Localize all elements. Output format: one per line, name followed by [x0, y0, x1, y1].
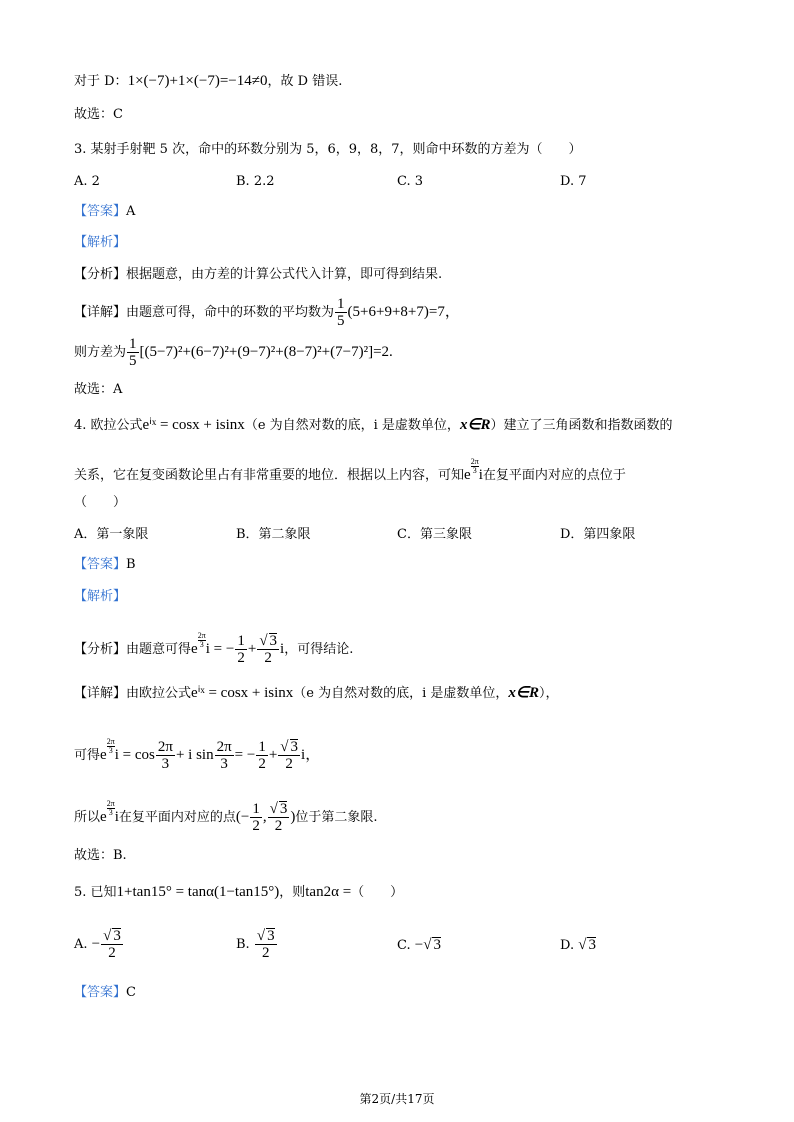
q4-stem-line3: （ ）	[74, 495, 127, 510]
q3-variance	[74, 336, 393, 369]
mean-formula: (5+6+9+8+7)=7，	[347, 304, 460, 320]
x-in-r: x∈R	[459, 417, 491, 433]
text: （ ）	[351, 885, 404, 900]
q5-answer	[74, 984, 136, 1002]
q4-xiangjie	[74, 684, 559, 703]
text: 由题意可得	[126, 642, 192, 657]
text: 在复平面内对应的点	[118, 810, 236, 825]
q5-option-d: D. √ 3	[560, 937, 596, 953]
text: 由欧拉公式	[126, 686, 192, 701]
exp-term: e $\frac{2\pi}{3}$ i = cos	[100, 737, 155, 763]
text: ，则	[279, 885, 306, 900]
q4-suoyi: 所以e $\frac{2\pi}{3}$ i在复平面内对应的点(− $\frac{1}{2}$ , $\frac{√ 3}{2}$ )位于第二象限.	[74, 799, 378, 834]
q5-option-c: C. −√ 3	[397, 937, 441, 953]
q4-stem-line2	[74, 458, 626, 485]
text: 可得	[74, 748, 101, 763]
q4-option-a: A．第一象限	[74, 527, 149, 542]
text: 4. 欧拉公式	[74, 418, 143, 433]
xiangjie-tag: 【详解】	[74, 686, 127, 701]
fraction-2pi-3: $\frac{2\pi}{3}$	[157, 739, 173, 772]
formula: 1×(−7)+1×(−7)=−14≠0	[127, 73, 268, 89]
q5-option-b	[236, 928, 278, 961]
answer-value: C	[126, 985, 136, 1000]
text: （e 为自然对数的底，i 是虚数单位，	[244, 418, 460, 433]
exp-term: e $\frac{2\pi}{3}$ i = −	[191, 631, 235, 657]
fenxi-tag: 【分析】	[74, 642, 127, 657]
text: 关系，它在复变函数论里占有非常重要的地位．根据以上内容，可知	[74, 468, 465, 483]
fraction-one-fifth: $\frac{1}{5}$	[337, 296, 345, 329]
q3-option-b: B. 2.2	[236, 174, 275, 189]
variance-text: 则方差为	[74, 345, 127, 360]
q3-analysis-tag	[74, 234, 126, 252]
q3-fenxi	[74, 266, 442, 284]
option-label: D.	[560, 938, 575, 953]
q4-analysis-tag	[74, 588, 126, 606]
exp-term: e $\frac{2\pi}{3}$ i	[100, 799, 119, 825]
text: 所以	[74, 810, 101, 825]
variance-formula: [(5−7)²+(6−7)²+(9−7)²+(8−7)²+(7−7)²]=2.	[139, 344, 393, 360]
answer-value: A	[126, 204, 136, 219]
q4-conclusion: 故选：B.	[74, 848, 127, 863]
fraction-sqrt3-over-2: $\frac{√ 3}{2}$	[269, 801, 288, 834]
q3-stem: 3. 某射手射靶 5 次，命中的环数分别为 5，6，9，8，7，则命中环数的方差为（ ）	[74, 142, 582, 157]
text: ，可得结论.	[284, 642, 354, 657]
answer-value: B	[126, 557, 136, 572]
text: 5. 已知	[74, 885, 117, 900]
fenxi-text: 根据题意，由方差的计算公式代入计算，即可得到结果.	[126, 267, 443, 282]
text: （e 为自然对数的底，i 是虚数单位，	[293, 686, 509, 701]
answer-tag: 【答案】	[74, 557, 127, 572]
q5-option-a: A. − $\frac{√ 3}{2}$	[74, 928, 121, 961]
q4-fenxi: 【分析】由题意可得e $\frac{2\pi}{3}$ i = − $\frac{1}{2}$ + $\frac{√ 3}{2}$ i，可得结论.	[74, 631, 354, 666]
q4-kede: 可得e $\frac{2\pi}{3}$ i = cos $\frac{2\pi}{3}$ + i sin $\frac{2\pi}{3}$ = − $\frac{1}{2}$ + $\frac{√ 3}{2}$ i，	[74, 737, 321, 772]
text: ）建立了三角函数和指数函数的	[490, 418, 673, 433]
xiangjie-tag: 【详解】	[74, 305, 127, 320]
answer-tag: 【答案】	[74, 204, 127, 219]
formula: 1+tan15° = tanα(1−tan15°)	[116, 884, 280, 900]
option-label: B.	[236, 937, 250, 952]
q3-option-d: D. 7	[560, 174, 587, 189]
option-label: C.	[397, 938, 411, 953]
q3-xiangjie	[74, 296, 460, 329]
fraction-half: $\frac{1}{2}$	[252, 801, 260, 834]
q4-option-b: B．第二象限	[236, 527, 311, 542]
fraction-one-fifth: $\frac{1}{5}$	[129, 336, 137, 369]
q3-option-c: C. 3	[397, 174, 424, 189]
q4-stem-line1	[74, 416, 673, 435]
q4-option-d: D．第四象限	[560, 527, 636, 542]
text: ，故 D 错误.	[267, 74, 343, 89]
analysis-tag: 【解析】	[74, 589, 127, 604]
q5-stem	[74, 883, 403, 902]
x-in-r: x∈R	[508, 685, 539, 701]
option-label: A.	[74, 937, 88, 952]
text: 对于 D：	[74, 74, 128, 89]
xiangjie-text: 由题意可得，命中的环数的平均数为	[126, 305, 335, 320]
prev-answer-line: 故选：C	[74, 107, 123, 122]
q3-conclusion: 故选：A	[74, 382, 123, 397]
page-footer: 第2页/共17页	[359, 1092, 435, 1106]
fraction-half: $\frac{1}{2}$	[237, 633, 245, 666]
fraction-sqrt3-over-2: $\frac{√ 3}{2}$	[259, 633, 278, 666]
answer-tag: 【答案】	[74, 985, 127, 1000]
text: ），	[539, 686, 559, 701]
q4-option-c: C．第三象限	[397, 527, 472, 542]
fraction-sqrt3-over-2: $\frac{√ 3}{2}$	[280, 739, 299, 772]
fraction-2pi-3: $\frac{2\pi}{3}$	[216, 739, 232, 772]
formula: tan2α =	[305, 884, 352, 900]
text: 位于第二象限.	[295, 810, 378, 825]
fenxi-tag: 【分析】	[74, 267, 127, 282]
fraction-half: $\frac{1}{2}$	[258, 739, 266, 772]
q3-answer	[74, 203, 135, 221]
line-option-d	[74, 72, 342, 91]
exp-term: e $\frac{2\pi}{3}$ i	[464, 457, 483, 483]
fraction-sqrt3-over-2: $\frac{√ 3}{2}$	[256, 928, 275, 961]
fraction-sqrt3-over-2: $\frac{√ 3}{2}$	[103, 928, 121, 961]
text: 在复平面内对应的点位于	[482, 468, 626, 483]
q3-option-a: A. 2	[74, 174, 100, 189]
euler-formula: eⁱˣ = cosx + isinx	[191, 685, 294, 701]
analysis-tag: 【解析】	[74, 235, 127, 250]
euler-formula: eⁱˣ = cosx + isinx	[142, 417, 245, 433]
q4-answer	[74, 556, 136, 574]
